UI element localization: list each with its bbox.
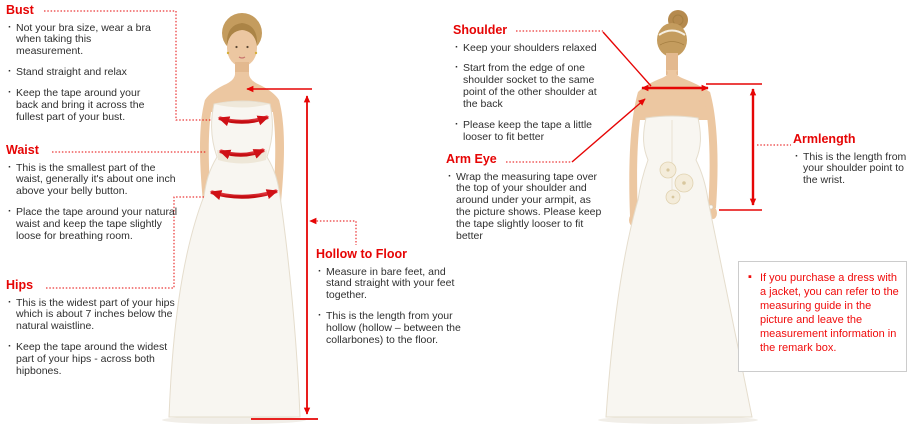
waist-title: Waist: [6, 143, 39, 157]
waist-bullet-list: [6, 163, 181, 244]
bullet-item: · Start from the edge of one shoulder socket to the same point of the other shoulder at the back: [463, 63, 603, 111]
arm-eye-bullet-list: [446, 172, 604, 244]
bullet-item: · Please keep the tape a little looser to fit better: [463, 120, 603, 144]
bullet-item: · This is the smallest part of the waist, generally it's about one inch above your belly button.: [16, 163, 181, 199]
bullet-item: · This is the length from your shoulder point to the wrist.: [803, 152, 909, 188]
dress-flower-center: [666, 168, 669, 171]
bust-section: [6, 4, 153, 133]
hips-section: [6, 279, 178, 387]
front-eye-right: [246, 46, 248, 48]
bullet-item: · Not your bra size, wear a bra when taking this measurement.: [16, 23, 153, 59]
jacket-note-text: ▪ If you purchase a dress with a jacket, you can refer to the measuring guide in the picture and leave the measurement information in the remark box.: [748, 271, 902, 355]
arm-eye-title: Arm Eye: [446, 152, 497, 166]
armlength-title: Armlength: [793, 132, 856, 146]
bullet-item: · This is the length from your hollow (hollow – between the collarbones) to the floor.: [326, 311, 461, 347]
back-shoulders: [636, 70, 712, 120]
bullet-item: · Keep your shoulders relaxed: [463, 43, 603, 55]
shoulder-section: [453, 24, 603, 153]
bullet-item: · Stand straight and relax: [16, 67, 153, 79]
bullet-item: · Wrap the measuring tape over the top of your shoulder and around under your armpit, as the picture shows. Please keep the tape slightly looser to fit better: [456, 172, 604, 244]
armlength-bullet-list: [793, 152, 909, 188]
bullet-item: · Keep the tape around the widest part of your hips - across both hipbones.: [16, 342, 178, 378]
bullet-item: · Measure in bare feet, and stand straight with your feet together.: [326, 267, 461, 303]
arm-eye-section: [446, 153, 604, 252]
shoulder-callout-diagonal: [603, 32, 651, 86]
bullet-item: · Keep the tape around your back and bring it across the fullest part of your bust.: [16, 88, 153, 124]
dress-flower-center: [682, 181, 686, 185]
hollow-to-floor-bullet-list: [316, 267, 461, 348]
hips-title: Hips: [6, 278, 34, 292]
hollow-to-floor-section: [316, 248, 461, 356]
waist-section: [6, 144, 181, 252]
front-eye-left: [235, 46, 237, 48]
hips-bullet-list: [6, 298, 178, 379]
bust-bullet-list: [6, 23, 153, 125]
armlength-section: [793, 133, 909, 196]
earring-right: [255, 52, 257, 54]
front-figure-illustration: [162, 13, 306, 424]
earring-left: [227, 52, 229, 54]
bullet-item: · Place the tape around your natural waist and keep the tape slightly loose for breathing room.: [16, 207, 181, 243]
bust-title: Bust: [6, 3, 34, 17]
hollow-callout-line: [310, 221, 356, 245]
jacket-note-box: [738, 261, 907, 372]
back-dress: [606, 116, 752, 417]
shoulder-title: Shoulder: [453, 23, 508, 37]
hollow-to-floor-title: Hollow to Floor: [316, 247, 407, 261]
dress-flower-center: [672, 196, 675, 199]
back-head-hair: [657, 23, 687, 57]
back-figure-illustration: [598, 10, 758, 424]
bullet-item: · This is the widest part of your hips which is about 7 inches below the natural waistline.: [16, 298, 178, 334]
shoulder-bullet-list: [453, 43, 603, 145]
